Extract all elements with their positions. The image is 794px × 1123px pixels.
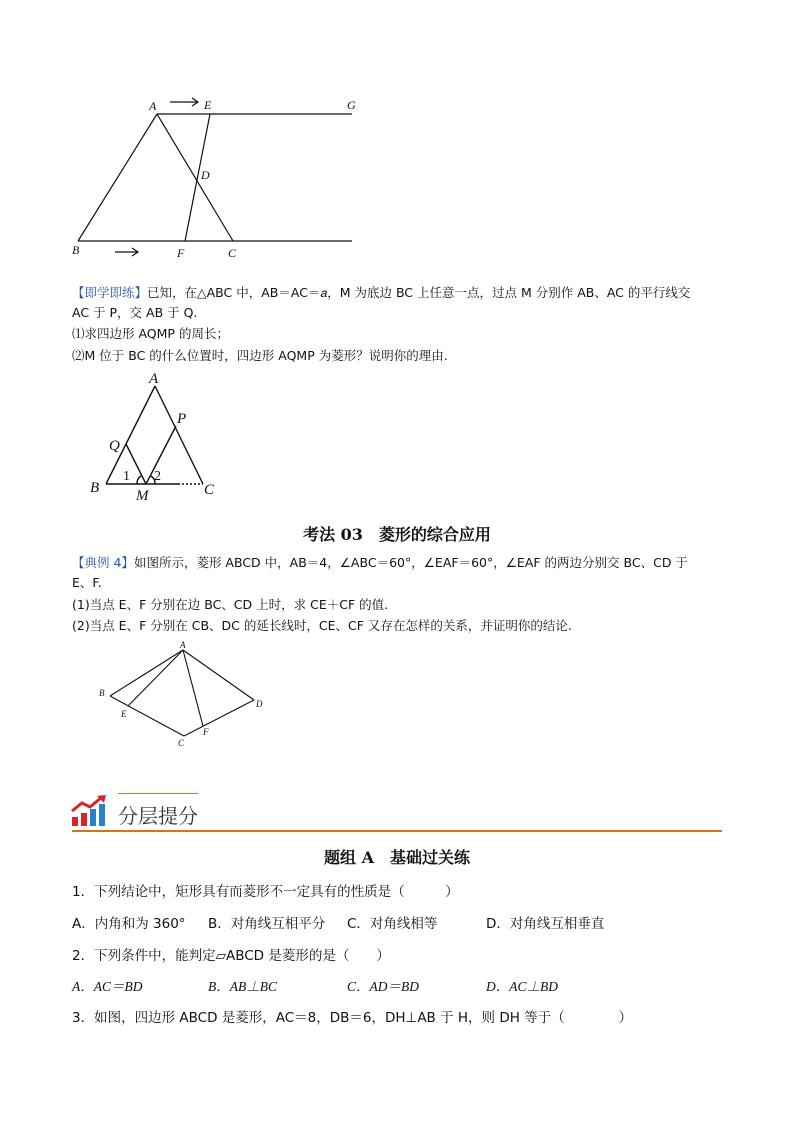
label-c: C: [228, 246, 237, 260]
banner-rule: [72, 830, 722, 832]
example-line1: 【典例 4】如图所示，菱形 ABCD 中，AB＝4，∠ABC＝60°，∠EAF＝60°，∠EAF 的两边分别交 BC、CD 于: [72, 555, 688, 570]
practice-q2: ⑵M 位于 BC 的什么位置时，四边形 AQMP 为菱形？说明你的理由.: [72, 348, 448, 363]
figure-rhombus: [96, 638, 276, 754]
question-1-option-d: D．对角线互相垂直: [486, 916, 605, 932]
label-c: C: [204, 482, 215, 498]
side-cd: [184, 700, 254, 736]
label-g: G: [347, 98, 356, 112]
banner-top-rule: [118, 793, 198, 794]
label-d: D: [201, 168, 210, 182]
question-1-option-c: C．对角线相等: [347, 916, 438, 932]
label-f: F: [177, 246, 185, 260]
practice-tag: 【即学即练】: [72, 285, 148, 300]
question-2-option-b: B．AB⊥BC: [208, 979, 277, 994]
practice-q1: ⑴求四边形 AQMP 的周长；: [72, 326, 229, 341]
label-m: M: [136, 488, 149, 504]
label-q: Q: [109, 438, 120, 454]
label-b: B: [90, 480, 100, 496]
label-e: E: [204, 98, 212, 112]
side-ab: [110, 650, 183, 696]
segment-mp: [146, 426, 176, 484]
label-f: F: [203, 727, 209, 737]
label-d: D: [256, 699, 263, 709]
label-b: B: [72, 243, 80, 257]
group-heading: 题组 A 基础过关练: [324, 848, 470, 867]
segment-ab: [78, 114, 157, 241]
practice-line2: AC 于 P，交 AB 于 Q.: [72, 305, 198, 320]
question-1-option-a: A．内角和为 360°: [72, 916, 186, 932]
label-2: 2: [154, 469, 161, 484]
label-1: 1: [123, 469, 130, 484]
question-2-option-d: D．AC⊥BD: [486, 979, 558, 994]
angle-arc-1: [137, 476, 141, 484]
segment-ab: [106, 386, 155, 484]
question-3-stem: 3．如图，四边形 ABCD 是菱形，AC＝8，DB＝6，DH⊥AB 于 H，则 DH 等于（ ）: [72, 1010, 633, 1026]
section-heading: 考法 03 菱形的综合应用: [303, 525, 491, 544]
question-2-option-a: A．AC＝BD: [72, 979, 143, 994]
example-tag: 【典例 4】: [72, 555, 134, 570]
question-1-stem: 1．下列结论中，矩形具有而菱形不一定具有的性质是（ ）: [72, 884, 459, 900]
segment-ac: [155, 386, 203, 484]
label-a: A: [180, 640, 186, 650]
figure-parallel-lines: [70, 92, 370, 262]
label-b: B: [99, 688, 105, 698]
example-q2: (2)当点 E、F 分别在 CB、DC 的延长线时，CE、CF 又存在怎样的关系，并证明你的结论.: [72, 618, 572, 633]
label-a: A: [149, 371, 159, 387]
question-1-option-b: B．对角线互相平分: [208, 916, 326, 932]
label-c: C: [178, 738, 185, 748]
question-2-stem: 2．下列条件中，能判定▱ABCD 是菱形的是（ ）: [72, 948, 390, 964]
question-2-option-c: C．AD＝BD: [347, 979, 419, 994]
practice-line1: 【即学即练】已知，在△ABC 中，AB＝AC＝𝑎，M 为底边 BC 上任意一点，过点 M 分别作 AB、AC 的平行线交: [72, 285, 691, 300]
figure-triangle-aqmp: [86, 366, 226, 506]
example-q1: (1)当点 E、F 分别在边 BC、CD 上时，求 CE＋CF 的值.: [72, 597, 389, 612]
chart-growth-icon: [70, 795, 110, 827]
segment-ac: [157, 114, 233, 241]
label-a: A: [149, 99, 157, 113]
banner-title: 分层提分: [118, 804, 198, 828]
segment-ae: [128, 650, 183, 706]
label-p: P: [177, 411, 187, 427]
label-e: E: [121, 709, 127, 719]
example-line2: E、F.: [72, 575, 102, 590]
